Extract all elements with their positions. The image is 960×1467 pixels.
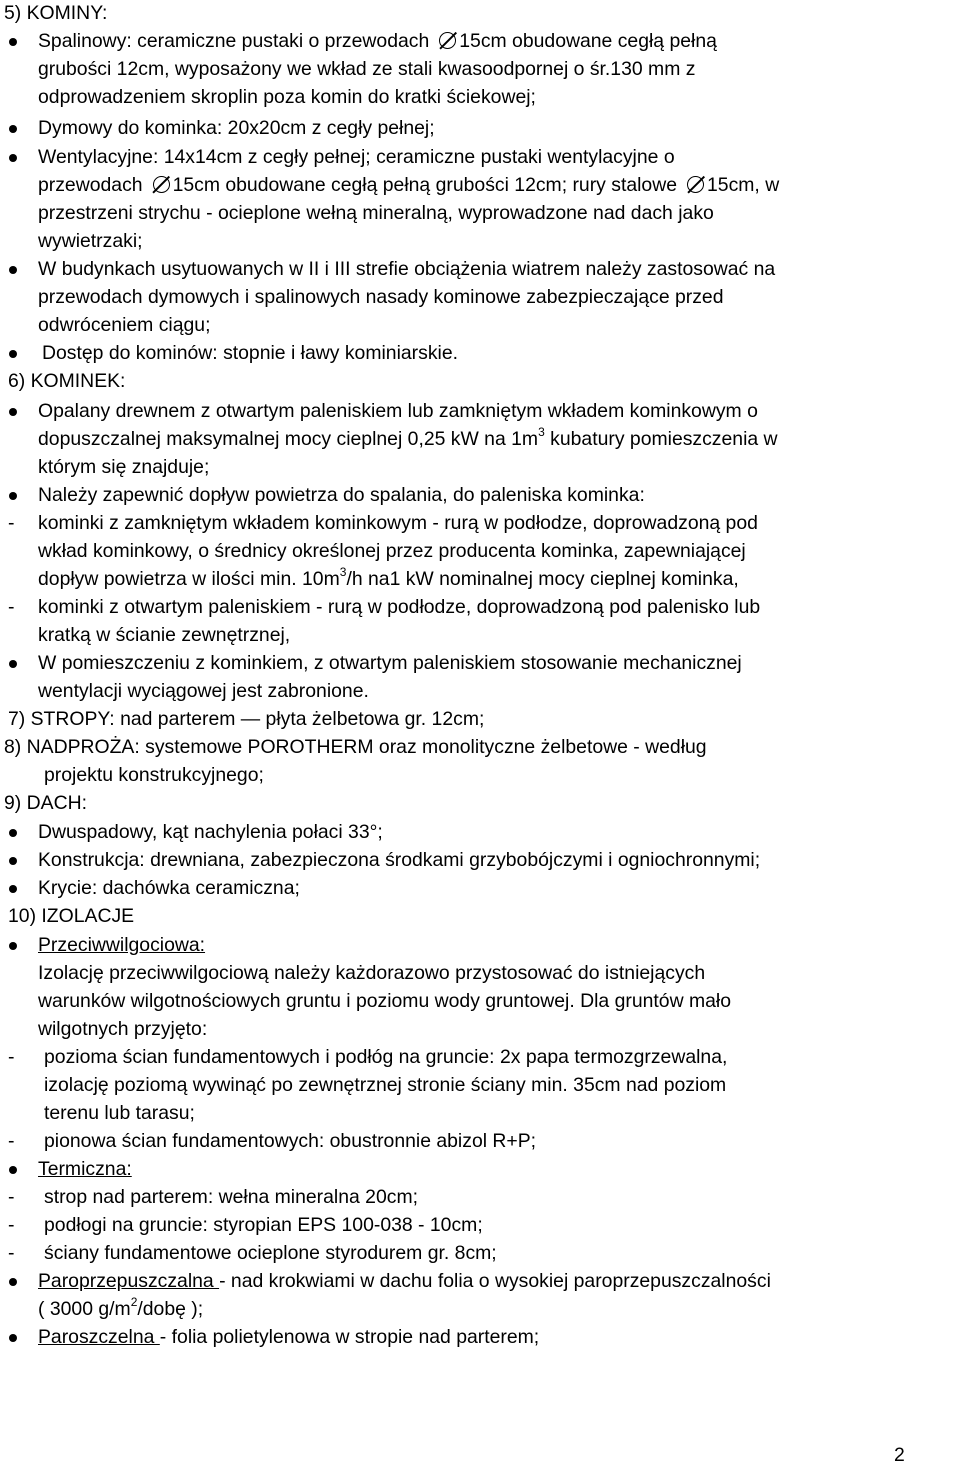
text-line: Konstrukcja: drewniana, zabezpieczona środkami grzybobójczymi i ogniochronnymi; xyxy=(38,849,761,871)
section-heading-dach: 9) DACH: xyxy=(4,792,87,814)
section-heading-kominy: 5) KOMINY: xyxy=(4,2,108,24)
text-line: podłogi na gruncie: styropian EPS 100-038 - 10cm; xyxy=(44,1214,483,1236)
text-line: Dymowy do kominka: 20x20cm z cegły pełnej; xyxy=(38,117,435,139)
text-line: terenu lub tarasu; xyxy=(44,1102,195,1124)
text-line: ściany fundamentowe ocieplone styrodurem gr. 8cm; xyxy=(44,1242,497,1264)
subsection-title: Termiczna: xyxy=(38,1158,132,1180)
text-line: Dwuspadowy, kąt nachylenia połaci 33°; xyxy=(38,821,383,843)
bullet xyxy=(9,885,17,893)
bullet xyxy=(9,350,17,358)
bullet xyxy=(9,1278,17,1286)
dash-marker: - xyxy=(8,596,15,618)
text-line: Spalinowy: ceramiczne pustaki o przewodach 15cm obudowane cegłą pełną xyxy=(38,30,717,52)
text-line: strop nad parterem: wełna mineralna 20cm; xyxy=(44,1186,418,1208)
text-line: wkład kominkowy, o średnicy określonej przez producenta kominka, zapewniającej xyxy=(38,540,746,562)
text-line: dopływ powietrza w ilości min. $10m^3/h$ na1 kW nominalnej mocy cieplnej kominka, xyxy=(38,564,739,590)
bullet xyxy=(9,266,17,274)
text-line: Wentylacyjne: 14x14cm z cegły pełnej; ceramiczne pustaki wentylacyjne o xyxy=(38,146,675,168)
bullet xyxy=(9,1166,17,1174)
text-line: wywietrzaki; xyxy=(38,230,143,252)
text-line: pionowa ścian fundamentowych: obustronnie abizol R+P; xyxy=(44,1130,537,1152)
text-line: W pomieszczeniu z kominkiem, z otwartym paleniskiem stosowanie mechanicznej xyxy=(38,652,742,674)
text-line: przestrzeni strychu - ocieplone wełną mineralną, wyprowadzone nad dach jako xyxy=(38,202,714,224)
text-line: projektu konstrukcyjnego; xyxy=(44,764,264,786)
section-heading-kominek: 6) KOMINEK: xyxy=(8,370,126,392)
text-line: kominki z otwartym paleniskiem - rurą w podłodze, doprowadzoną pod palenisko lub xyxy=(38,596,761,618)
text-line: którym się znajduje; xyxy=(38,456,210,478)
text-line: warunków wilgotnościowych gruntu i poziomu wody gruntowej. Dla gruntów mało xyxy=(38,990,732,1012)
text-line: Paroszczelna - folia polietylenowa w stropie nad parterem; xyxy=(38,1326,540,1348)
bullet xyxy=(9,942,17,950)
text-line: przewodach dymowych i spalinowych nasady kominowe zabezpieczające przed xyxy=(38,286,724,308)
page-number: 2 xyxy=(894,1444,905,1466)
text-line: izolację poziomą wywinąć po zewnętrznej stronie ściany min. 35cm nad poziom xyxy=(44,1074,727,1096)
text-line: Opalany drewnem z otwartym paleniskiem lub zamkniętym wkładem kominkowym o xyxy=(38,400,758,422)
bullet xyxy=(9,857,17,865)
dash-marker: - xyxy=(8,1186,15,1208)
bullet xyxy=(9,154,17,162)
section-heading-stropy: 7) STROPY: nad parterem — płyta żelbetowa gr. 12cm; xyxy=(8,708,485,730)
dash-marker: - xyxy=(8,1242,15,1264)
text-line: ( 3000 $g/m^2$/dobę ); xyxy=(38,1294,204,1320)
subsection-title: Przeciwwilgociowa: xyxy=(38,934,206,956)
text-line: przewodach 15cm obudowane cegłą pełną grubości 12cm; rury stalowe 15cm, w xyxy=(38,174,780,196)
diameter-symbol-icon xyxy=(687,176,704,193)
bullet xyxy=(9,660,17,668)
text-line: kominki z zamkniętym wkładem kominkowym - rurą w podłodze, doprowadzoną pod xyxy=(38,512,758,534)
text-line: Paroprzepuszczalna - nad krokwiami w dachu folia o wysokiej paroprzepuszczalności xyxy=(38,1270,771,1292)
text-line: Izolację przeciwwilgociową należy każdorazowo przystosować do istniejących xyxy=(38,962,706,984)
bullet xyxy=(9,1334,17,1342)
text-line: Należy zapewnić dopływ powietrza do spalania, do paleniska kominka: xyxy=(38,484,645,506)
bullet xyxy=(9,125,17,133)
diameter-symbol-icon xyxy=(153,176,170,193)
dash-marker: - xyxy=(8,512,15,534)
text-line: wilgotnych przyjęto: xyxy=(38,1018,208,1040)
text-line: W budynkach usytuowanych w II i III strefie obciążenia wiatrem należy zastosować na xyxy=(38,258,776,280)
text-line: odprowadzeniem skroplin poza komin do kratki ściekowej; xyxy=(38,86,536,108)
subsection-title: Paroprzepuszczalna xyxy=(38,1270,220,1292)
bullet xyxy=(9,829,17,837)
text-line: Dostęp do kominów: stopnie i ławy kominiarskie. xyxy=(42,342,458,364)
bullet xyxy=(9,38,17,46)
bullet xyxy=(9,492,17,500)
text-line: Krycie: dachówka ceramiczna; xyxy=(38,877,300,899)
dash-marker: - xyxy=(8,1046,15,1068)
bullet xyxy=(9,408,17,416)
diameter-symbol-icon xyxy=(439,32,456,49)
section-heading-nadproza: 8) NADPROŻA: systemowe POROTHERM oraz monolityczne żelbetowe - według xyxy=(4,736,707,758)
text-line: odwróceniem ciągu; xyxy=(38,314,211,336)
text-line: kratką w ścianie zewnętrznej, xyxy=(38,624,291,646)
dash-marker: - xyxy=(8,1214,15,1236)
dash-marker: - xyxy=(8,1130,15,1152)
text-line: dopuszczalnej maksymalnej mocy cieplnej 0,25 kW na $1m^3$ kubatury pomieszczenia w xyxy=(38,424,778,450)
text-line: grubości 12cm, wyposażony we wkład ze stali kwasoodpornej o śr.130 mm z xyxy=(38,58,696,80)
text-line: wentylacji wyciągowej jest zabronione. xyxy=(38,680,369,702)
subsection-title: Paroszczelna xyxy=(38,1326,160,1348)
text-line: pozioma ścian fundamentowych i podłóg na gruncie: 2x papa termozgrzewalna, xyxy=(44,1046,728,1068)
section-heading-izolacje: 10) IZOLACJE xyxy=(8,905,135,927)
